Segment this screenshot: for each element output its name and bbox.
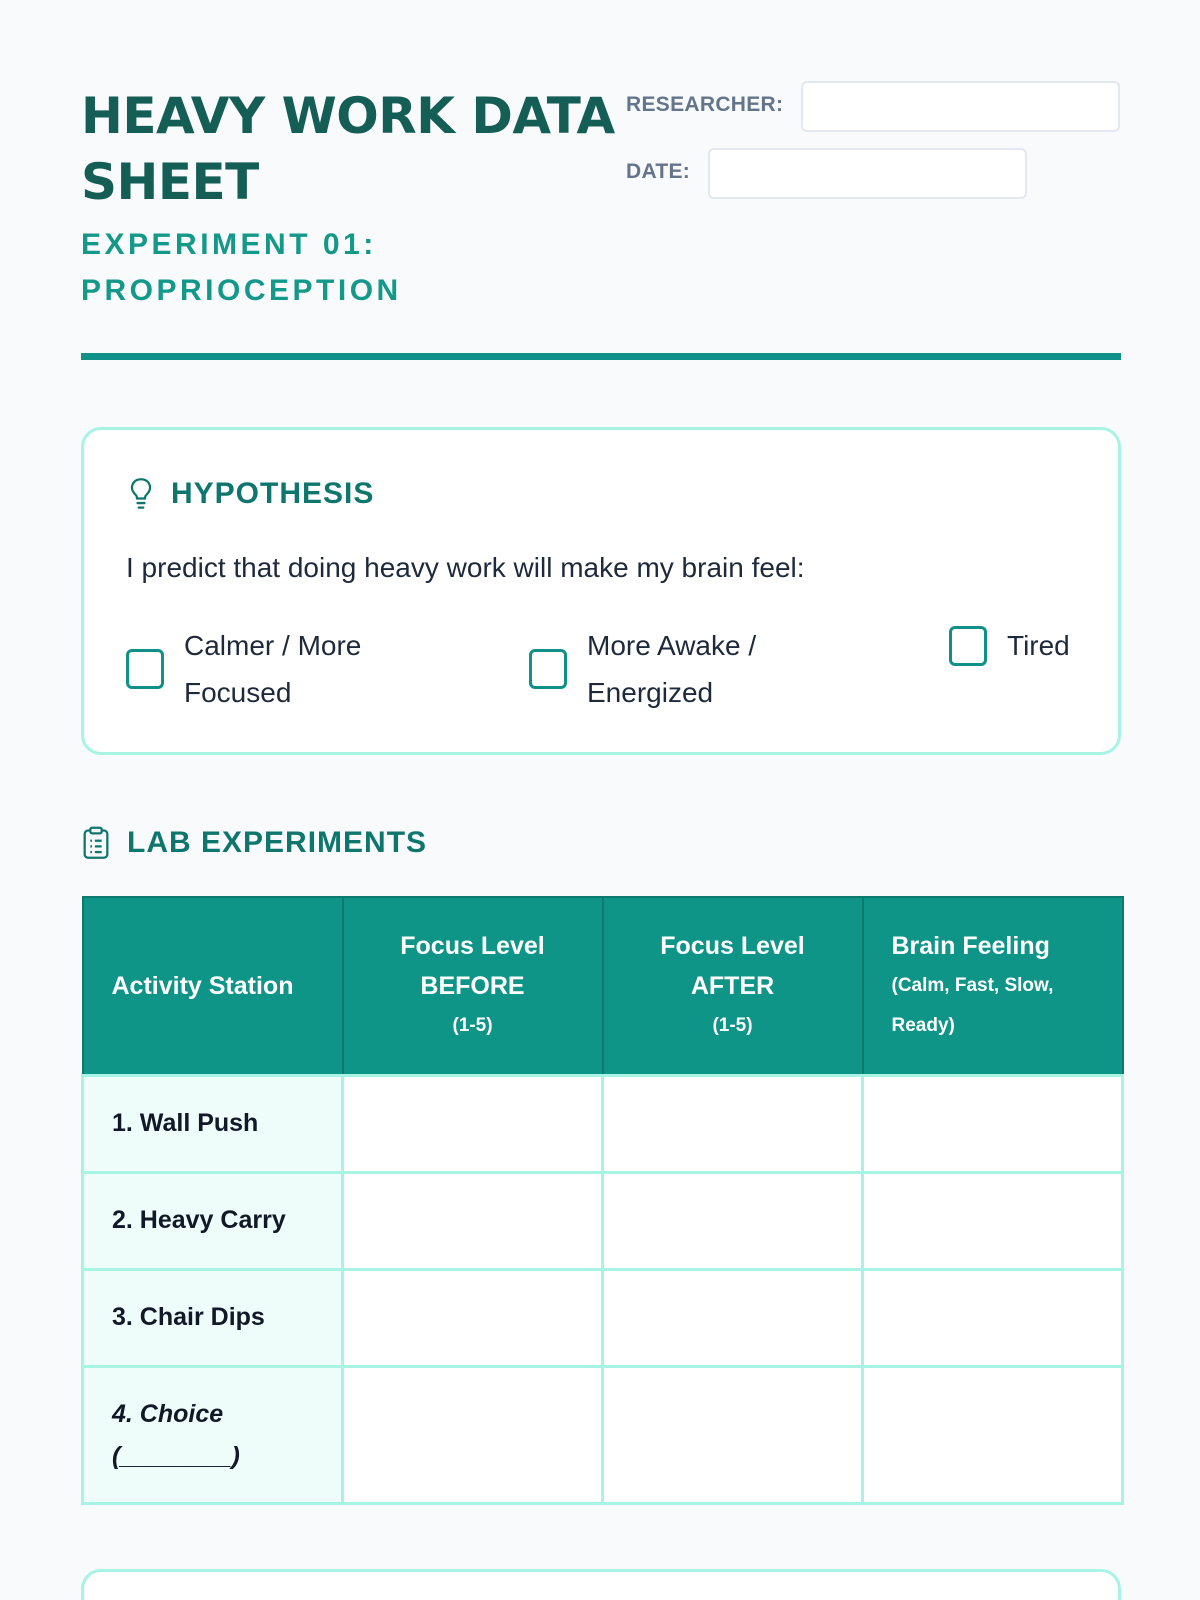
next-section-card — [81, 1569, 1121, 1600]
activity-cell: 1. Wall Push — [83, 1075, 343, 1172]
data-sheet-page — [81, 0, 1121, 1600]
checkbox-calmer[interactable] — [126, 649, 164, 689]
header-focus-after — [603, 897, 863, 1075]
option-tired-label: Tired — [1007, 630, 1070, 661]
header-focus-after-label: Focus Level AFTER — [660, 931, 805, 1000]
activity-cell: 3. Chair Dips — [83, 1269, 343, 1366]
lab-title: LAB EXPERIMENTS — [127, 826, 428, 859]
brain-feeling-cell[interactable] — [863, 1075, 1123, 1172]
lightbulb-icon — [127, 477, 155, 511]
experiment-subtitle: EXPERIMENT 01: PROPRIOCEPTION — [81, 228, 402, 307]
checkbox-awake[interactable] — [529, 649, 567, 689]
activity-cell: 2. Heavy Carry — [83, 1172, 343, 1269]
hypothesis-card — [81, 427, 1121, 755]
option-calmer-label: Calmer / More Focused — [184, 630, 362, 708]
brain-feeling-cell[interactable] — [863, 1172, 1123, 1269]
option-awake[interactable] — [529, 622, 819, 716]
option-awake-label: More Awake / Energized — [587, 630, 757, 708]
focus-before-cell[interactable] — [343, 1269, 603, 1366]
header-brain-feeling-label: Brain Feeling — [891, 931, 1050, 960]
page-title: HEAVY WORK DATA SHEET — [81, 87, 615, 211]
hypothesis-title: HYPOTHESIS — [171, 477, 375, 510]
table-row — [83, 1269, 1123, 1366]
table-row — [83, 1172, 1123, 1269]
header-activity-station — [83, 897, 343, 1075]
checkbox-tired[interactable] — [949, 626, 987, 666]
header-focus-before-label: Focus Level BEFORE — [400, 931, 545, 1000]
focus-after-cell[interactable] — [603, 1366, 863, 1503]
focus-before-cell[interactable] — [343, 1172, 603, 1269]
header-divider — [81, 353, 1121, 360]
header-focus-before-scale: (1-5) — [452, 1014, 493, 1036]
hypothesis-heading — [127, 477, 374, 511]
header-focus-before — [343, 897, 603, 1075]
researcher-label: RESEARCHER: — [626, 93, 784, 116]
date-label: DATE: — [626, 160, 691, 183]
focus-after-cell[interactable] — [603, 1075, 863, 1172]
header-focus-after-scale: (1-5) — [712, 1014, 753, 1036]
focus-after-cell[interactable] — [603, 1172, 863, 1269]
date-field[interactable] — [708, 148, 1027, 199]
table-header-row — [83, 897, 1123, 1075]
header-activity-label: Activity Station — [111, 971, 294, 1000]
focus-before-cell[interactable] — [343, 1366, 603, 1503]
header-brain-feeling-hint: (Calm, Fast, Slow, Ready) — [891, 974, 1054, 1036]
brain-feeling-cell[interactable] — [863, 1269, 1123, 1366]
lab-heading — [81, 826, 427, 860]
option-tired[interactable] — [949, 622, 1070, 669]
focus-after-cell[interactable] — [603, 1269, 863, 1366]
activity-choice-label: 4. Choice (________) — [112, 1399, 240, 1470]
lab-table — [81, 896, 1124, 1505]
activity-cell-choice — [83, 1366, 343, 1503]
option-calmer[interactable] — [126, 622, 396, 716]
researcher-field[interactable] — [801, 81, 1120, 132]
hypothesis-prompt: I predict that doing heavy work will make my brain feel: — [126, 552, 805, 583]
clipboard-icon — [81, 826, 111, 860]
brain-feeling-cell[interactable] — [863, 1366, 1123, 1503]
table-row — [83, 1366, 1123, 1503]
header-brain-feeling — [863, 897, 1123, 1075]
focus-before-cell[interactable] — [343, 1075, 603, 1172]
table-row — [83, 1075, 1123, 1172]
